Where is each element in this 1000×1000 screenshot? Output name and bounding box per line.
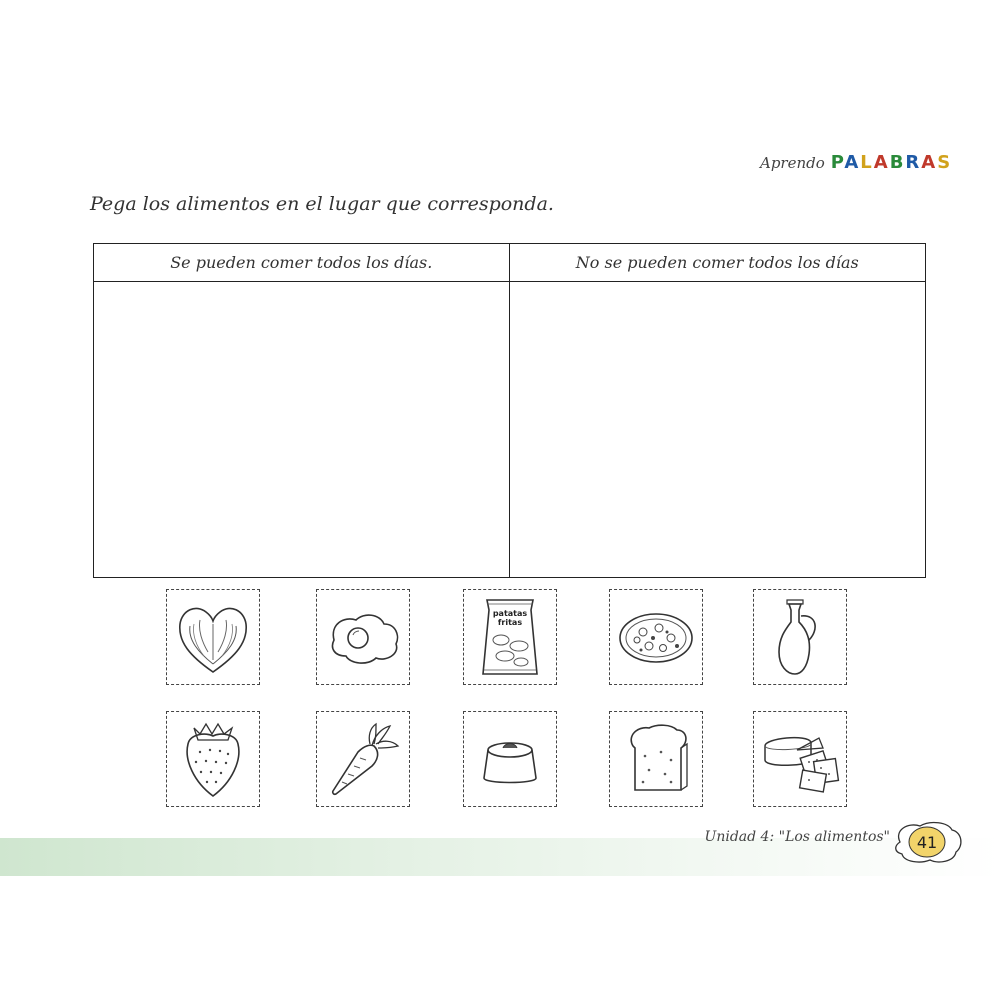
brand-letter: P [830, 152, 845, 173]
strawberry-icon [170, 716, 256, 802]
cutout-card-pizza[interactable] [609, 589, 703, 685]
bread-slice-icon [613, 716, 699, 802]
brand-prefix: Aprendo [760, 154, 825, 172]
brand-letter: A [844, 152, 861, 173]
cutout-card-carrot[interactable] [316, 711, 410, 807]
drop-zone-not-everyday[interactable] [510, 282, 926, 577]
instruction-text: Pega los alimentos en el lugar que corresponda. [90, 193, 554, 215]
chips-bag-icon [467, 594, 553, 680]
palmera-pastry-icon [170, 594, 256, 680]
drop-zone-everyday[interactable] [94, 282, 510, 577]
pizza-icon [613, 594, 699, 680]
cheese-crackers-icon [757, 716, 843, 802]
brand-header [760, 152, 952, 173]
cutout-card-flan[interactable] [463, 711, 557, 807]
unit-label: Unidad 4: "Los alimentos" [704, 829, 890, 845]
brand-letter: B [889, 152, 906, 173]
cutout-card-bread[interactable] [609, 711, 703, 807]
cutout-card-oil-jug[interactable] [753, 589, 847, 685]
brand-letter: L [860, 152, 874, 173]
carrot-icon [320, 716, 406, 802]
sorting-table [93, 243, 926, 578]
fried-egg-icon [320, 594, 406, 680]
table-header-left: Se pueden comer todos los días. [94, 244, 510, 282]
cutout-card-palmera[interactable] [166, 589, 260, 685]
oil-jug-icon [757, 594, 843, 680]
brand-letter: A [873, 152, 890, 173]
brand-letter: A [921, 152, 938, 173]
cutout-card-chips[interactable] [463, 589, 557, 685]
brand-letter: R [905, 152, 922, 173]
chips-label-1: patatas [492, 609, 528, 618]
flan-icon [467, 716, 553, 802]
cutout-card-fried-egg[interactable] [316, 589, 410, 685]
page-number: 41 [916, 832, 938, 852]
table-header-right: No se pueden comer todos los días [510, 244, 926, 282]
brand-word [831, 152, 952, 173]
brand-letter: S [937, 152, 953, 173]
cutout-card-strawberry[interactable] [166, 711, 260, 807]
cutout-card-cheese[interactable] [753, 711, 847, 807]
chips-label-2: fritas [497, 618, 523, 627]
